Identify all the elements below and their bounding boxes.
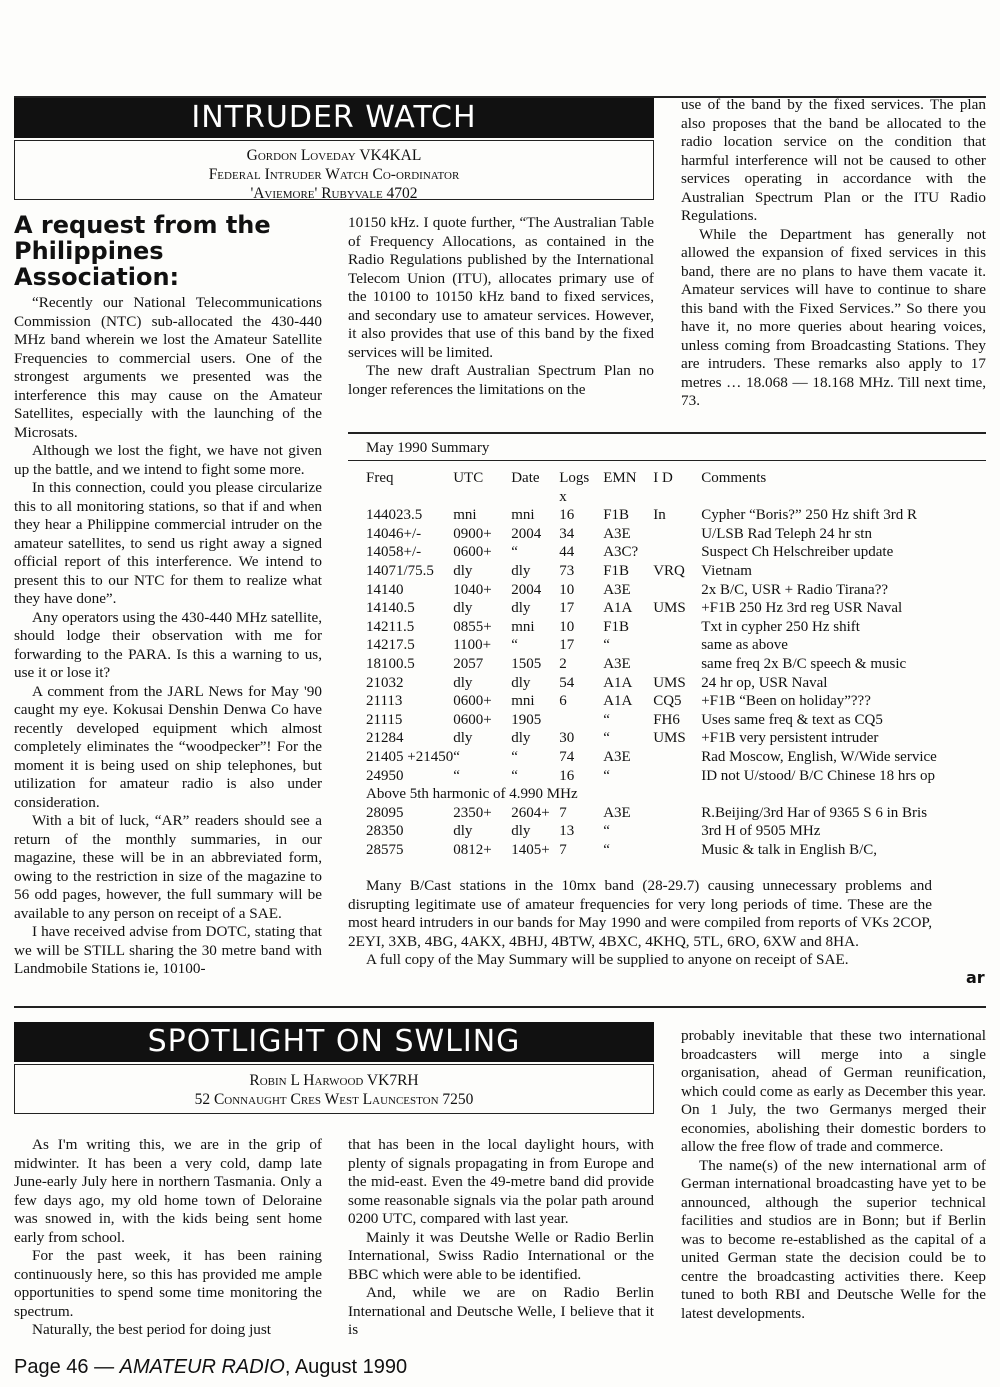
paragraph: Naturally, the best period for doing just bbox=[32, 1321, 272, 1338]
table-cell: “ bbox=[453, 767, 460, 784]
table-cell: “ bbox=[511, 748, 518, 765]
table-cell: F1B bbox=[603, 562, 630, 579]
summary-title: May 1990 Summary bbox=[366, 440, 490, 456]
table-cell: 28095 bbox=[366, 804, 404, 821]
table-cell bbox=[653, 544, 701, 563]
table-cell: 21284 bbox=[366, 730, 404, 747]
swling-banner: SPOTLIGHT ON SWLING bbox=[14, 1022, 654, 1062]
table-row bbox=[366, 526, 937, 545]
table-cell: VRQ bbox=[653, 562, 685, 579]
paragraph: Any operators using the 430-440 MHz satellite, should lodge their observation with me for forwarding to the PARA. Is this a warning to us, use it or lose it? bbox=[14, 608, 322, 681]
table-cell: U/LSB Rad Teleph 24 hr stn bbox=[701, 525, 872, 542]
table-cell: A3E bbox=[603, 804, 631, 821]
table-cell: dly bbox=[453, 562, 473, 579]
logs-x-marker: x bbox=[559, 488, 567, 505]
table-cell bbox=[366, 489, 453, 508]
table-cell: 21115 bbox=[366, 711, 403, 728]
summary-title-rule bbox=[348, 460, 986, 461]
harmonic-note-row bbox=[366, 786, 937, 805]
table-cell: “ bbox=[453, 748, 460, 765]
table-cell: “ bbox=[603, 637, 610, 654]
column-header: Comments bbox=[701, 470, 767, 486]
table-cell: same freq 2x B/C speech & music bbox=[701, 655, 907, 672]
table-cell: 24950 bbox=[366, 767, 404, 784]
table-row bbox=[366, 582, 937, 601]
table-cell bbox=[653, 637, 701, 656]
page-footer bbox=[14, 1356, 407, 1379]
table-cell: dly bbox=[511, 674, 531, 691]
table-cell: A3E bbox=[603, 655, 631, 672]
table-cell: 1040+ bbox=[453, 581, 492, 598]
table-cell: same as above bbox=[701, 637, 788, 654]
table-cell: +F1B very persistent intruder bbox=[701, 730, 879, 747]
table-cell: mni bbox=[511, 507, 535, 524]
table-cell: “ bbox=[511, 767, 518, 784]
intruder-column-3 bbox=[681, 96, 986, 411]
paragraph: For the past week, it has been raining continuously here, so this has provided me ample opportunities to spend some time monitoring the spectrum. bbox=[14, 1247, 322, 1320]
author-name: Robin L Harwood VK7RH bbox=[249, 1072, 419, 1089]
table-cell bbox=[653, 582, 701, 601]
table-row bbox=[366, 768, 937, 787]
table-row bbox=[366, 619, 937, 638]
table-cell: 44 bbox=[559, 544, 575, 561]
paragraph: probably inevitable that these two international broadcasters will merge into a single organisation, ahead of German reunification, which could come as early as December this year. On 1 July, the two Germanys merged their economies, abolishing their domestic borders to allow the free flow of trade and commerce. bbox=[681, 1027, 986, 1155]
intruder-column-2 bbox=[348, 214, 654, 399]
column-header: Logs bbox=[559, 470, 590, 486]
table-cell: 18100.5 bbox=[366, 655, 415, 672]
column-header: Date bbox=[511, 470, 540, 486]
table-cell: Vietnam bbox=[701, 562, 752, 579]
table-row bbox=[366, 842, 937, 861]
table-cell: 2057 bbox=[453, 655, 484, 672]
table-cell: +F1B “Been on holiday”??? bbox=[701, 693, 871, 710]
magazine-name: AMATEUR RADIO bbox=[119, 1356, 285, 1378]
paragraph: “Recently our National Telecommunications Commission (NTC) sub-allocated the 430-440 MHz band wherein we lost the Amateur Satellite Frequencies to commercial users. One of the strongest arguments we presented was the interference this may cause on the Amateur Satellites, especially with the launching of the Microsats. bbox=[14, 294, 322, 441]
table-cell: 34 bbox=[559, 525, 575, 542]
column-header: Freq bbox=[366, 470, 394, 486]
table-cell bbox=[701, 489, 937, 508]
table-cell: mni bbox=[453, 507, 477, 524]
paragraph: 10150 kHz. I quote further, “The Australian Table of Frequency Allocations, as contained in the Radio Regulations published by the International Telecom Union (ITU), allocates primary use of the 10100 to 10150 kHz band to fixed services, and secondary use to amateur services. However, it also provides that use of this band by the fixed services will be limited. bbox=[348, 214, 654, 361]
table-cell: 28575 bbox=[366, 841, 404, 858]
table-cell: 0600+ bbox=[453, 711, 492, 728]
table-cell: 6 bbox=[559, 693, 567, 710]
table-cell: 0600+ bbox=[453, 544, 492, 561]
table-row bbox=[366, 823, 937, 842]
table-cell: 14217.5 bbox=[366, 637, 415, 654]
table-row bbox=[366, 712, 937, 731]
table-cell: 7 bbox=[559, 841, 567, 858]
summary-notes bbox=[348, 877, 932, 970]
table-cell: 73 bbox=[559, 562, 575, 579]
table-header-row bbox=[366, 470, 937, 489]
table-cell: “ bbox=[511, 544, 518, 561]
paragraph: The name(s) of the new international arm of German international broadcasting have yet to be announced, although the superior technical facilities and studios are in Bonn; but if Berlin was to become re-established as the capital of a united German state the decision could be to centre the broadcasting activities there. Keep tuned to both RBI and Deutsche Welle for the latest developments. bbox=[681, 1156, 986, 1322]
table-row bbox=[366, 656, 937, 675]
table-cell: 16 bbox=[559, 507, 575, 524]
table-cell: ID not U/stood/ B/C Chinese 18 hrs op bbox=[701, 767, 935, 784]
table-row bbox=[366, 749, 937, 768]
table-cell: dly bbox=[511, 562, 531, 579]
swling-column-1 bbox=[14, 1136, 322, 1340]
paragraph: I have received advise from DOTC, stating that we will be STILL sharing the 30 metre band with Landmobile Stations ie, 10100- bbox=[14, 923, 322, 977]
table-cell: 2350+ bbox=[453, 804, 492, 821]
table-cell: Music & talk in English B/C, bbox=[701, 841, 878, 858]
table-cell: “ bbox=[603, 823, 610, 840]
table-row bbox=[366, 805, 937, 824]
table-cell: A1A bbox=[603, 600, 633, 617]
table-cell: A3E bbox=[603, 748, 631, 765]
paragraph: With a bit of luck, “AR” readers should see a return of the monthly summaries, in our magazine, these will be in an abbreviated form, owing to the restriction in size of the magazine to 56 odd pages, however, the full summary will be available to any person on receipt of a SAE. bbox=[14, 812, 322, 922]
author-title: Federal Intruder Watch Co-ordinator bbox=[208, 166, 460, 183]
table-cell: Uses same freq & text as CQ5 bbox=[701, 711, 883, 728]
table-cell: Suspect Ch Helschreiber update bbox=[701, 544, 894, 561]
table-row bbox=[366, 730, 937, 749]
table-cell bbox=[603, 489, 653, 508]
end-mark: ar bbox=[966, 968, 985, 987]
section-rule bbox=[14, 1006, 986, 1008]
table-cell bbox=[653, 749, 701, 768]
table-cell: +F1B 250 Hz 3rd reg USR Naval bbox=[701, 600, 903, 617]
table-cell bbox=[653, 805, 701, 824]
table-cell: 3rd H of 9505 MHz bbox=[701, 823, 821, 840]
table-cell: 14058+/- bbox=[366, 544, 422, 561]
table-cell: “ bbox=[603, 711, 610, 728]
table-cell: 7 bbox=[559, 804, 567, 821]
author-address: 'Aviemore' Rubyvale 4702 bbox=[250, 185, 418, 202]
table-cell bbox=[453, 489, 511, 508]
intruder-byline bbox=[14, 140, 654, 200]
table-cell: A1A bbox=[603, 674, 633, 691]
table-cell: 1405+ bbox=[511, 841, 550, 858]
table-cell: Txt in cypher 250 Hz shift bbox=[701, 618, 860, 635]
table-row bbox=[366, 600, 937, 619]
summary-section bbox=[366, 440, 986, 860]
table-cell: dly bbox=[511, 823, 531, 840]
paragraph: As I'm writing this, we are in the grip of midwinter. It has been a very cold, damp late June-early July here in northern Tasmania. Only a few days ago, my old home town of Deloraine was snowed in, with the kids being sent home early from school. bbox=[14, 1136, 322, 1246]
table-cell bbox=[653, 619, 701, 638]
author-address: 52 Connaught Cres West Launceston 7250 bbox=[194, 1091, 474, 1108]
column-header: UTC bbox=[453, 470, 484, 486]
table-cell: 1905 bbox=[511, 711, 542, 728]
table-cell: 10 bbox=[559, 618, 575, 635]
intruder-watch-banner: INTRUDER WATCH bbox=[14, 98, 654, 138]
table-row bbox=[366, 637, 937, 656]
author-name: Gordon Loveday VK4KAL bbox=[246, 147, 422, 164]
table-cell: dly bbox=[511, 730, 531, 747]
table-cell: “ bbox=[603, 841, 610, 858]
summary-top-rule bbox=[348, 432, 986, 434]
paragraph: Mainly it was Deutshe Welle or Radio Berlin International, Swiss Radio International or the BBC which were able to be identified. bbox=[348, 1228, 654, 1283]
swling-column-3 bbox=[681, 1027, 986, 1323]
table-cell: 1505 bbox=[511, 655, 542, 672]
table-cell: A3E bbox=[603, 525, 631, 542]
table-cell: dly bbox=[453, 600, 473, 617]
column-header: I D bbox=[653, 470, 673, 486]
table-cell bbox=[511, 489, 559, 508]
issue-date: , August 1990 bbox=[284, 1356, 408, 1378]
table-cell: 0900+ bbox=[453, 525, 492, 542]
table-cell: dly bbox=[453, 730, 473, 747]
table-cell: 24 hr op, USR Naval bbox=[701, 674, 828, 691]
table-cell: UMS bbox=[653, 730, 686, 747]
table-cell bbox=[653, 656, 701, 675]
table-cell: 1100+ bbox=[453, 637, 492, 654]
summary-note: A full copy of the May Summary will be supplied to anyone on receipt of SAE. bbox=[366, 951, 849, 968]
table-cell: dly bbox=[511, 600, 531, 617]
harmonic-note: Above 5th harmonic of 4.990 MHz bbox=[366, 786, 578, 803]
column-header: EMN bbox=[603, 470, 637, 486]
table-cell: F1B bbox=[603, 507, 630, 524]
table-cell: 13 bbox=[559, 823, 575, 840]
paragraph: A comment from the JARL News for May '90 caught my eye. Kokusai Denshin Denwa Co have recently developed equipment which almost completely eliminates the “woodpecker”! For the moment it is being used on ship telephones, but utilization for amateur radio is also under consideration. bbox=[14, 682, 322, 811]
paragraph: that has been in the local daylight hours, with plenty of signals propagating in from Europe and the mid-east. Even the 49-metre band did provide some reasonable signals via the polar path around 0200 UTC, compared with last year. bbox=[348, 1136, 654, 1227]
paragraph: use of the band by the fixed services. The plan also proposes that the band be allocated to the radio location service on the condition that harmful interference will not be caused to other services operating in accordance with the Australian Spectrum Plan or the ITU Radio Regulations. bbox=[681, 96, 986, 224]
table-cell: 14140 bbox=[366, 581, 404, 598]
paragraph: The new draft Australian Spectrum Plan no longer references the limitations on the bbox=[348, 362, 654, 398]
table-cell: In bbox=[653, 507, 666, 524]
table-cell: Rad Moscow, English, W/Wide service bbox=[701, 748, 937, 765]
table-cell: 14140.5 bbox=[366, 600, 415, 617]
table-cell: CQ5 bbox=[653, 693, 682, 710]
table-cell: 17 bbox=[559, 600, 575, 617]
table-cell: 2004 bbox=[511, 581, 542, 598]
table-cell bbox=[653, 842, 701, 861]
table-cell: 16 bbox=[559, 767, 575, 784]
table-cell: 28350 bbox=[366, 823, 404, 840]
paragraph: And, while we are on Radio Berlin International and Deutsche Welle, I believe that it is bbox=[348, 1284, 654, 1338]
table-cell: UMS bbox=[653, 674, 686, 691]
table-cell: 0855+ bbox=[453, 618, 492, 635]
page-number: Page 46 — bbox=[14, 1356, 120, 1378]
intruder-column-1 bbox=[14, 212, 322, 979]
table-row bbox=[366, 507, 937, 526]
paragraph: While the Department has generally not allowed the expansion of fixed services in this band, there are no plans to have them vacate it. Amateur services will have to continue to share this band with the Fixed Services.” So there you have it, no more queries about hearing voices, unless coming from Broadcasting Stations. They are intruders. These remarks also apply to 17 metres … 18.068 — 18.168 MHz. Till next time, 73. bbox=[681, 225, 986, 409]
table-cell: “ bbox=[511, 637, 518, 654]
table-cell: 17 bbox=[559, 637, 575, 654]
table-row bbox=[366, 675, 937, 694]
table-cell: Cypher “Boris?” 250 Hz shift 3rd R bbox=[701, 507, 918, 524]
table-cell bbox=[653, 489, 701, 508]
table-cell: mni bbox=[511, 693, 535, 710]
table-cell: FH6 bbox=[653, 711, 680, 728]
swling-byline bbox=[14, 1064, 654, 1114]
table-header-row bbox=[366, 489, 937, 508]
table-cell: 2004 bbox=[511, 525, 542, 542]
table-cell: 54 bbox=[559, 674, 575, 691]
article-heading: A request from the Philippines Association: bbox=[14, 211, 271, 291]
summary-note: Many B/Cast stations in the 10mx band (28-29.7) causing unnecessary problems and disrupting legitimate use of amateur frequencies for very long periods of time. These are the most heard intruders in our bands for May 1990 and were compiled from reports of VKs 2COP, 2EYI, 3XB, 4BG, 4AKX, 4BHJ, 4BTW, 4BXC, 4KHQ, 5TL, 6RO, 6XW and 8HA. bbox=[348, 877, 932, 950]
table-cell: 10 bbox=[559, 581, 575, 598]
table-cell: “ bbox=[603, 767, 610, 784]
table-row bbox=[366, 563, 937, 582]
table-cell: 14046+/- bbox=[366, 525, 422, 542]
table-cell: 30 bbox=[559, 730, 575, 747]
table-row bbox=[366, 693, 937, 712]
table-cell: mni bbox=[511, 618, 535, 635]
paragraph: Although we lost the fight, we have not given up the battle, and we intend to fight some more. bbox=[14, 442, 322, 478]
table-cell bbox=[653, 526, 701, 545]
table-cell bbox=[559, 712, 603, 731]
table-cell: “ bbox=[603, 730, 610, 747]
table-cell: 2 bbox=[559, 655, 567, 672]
table-cell: dly bbox=[453, 823, 473, 840]
table-cell: 21113 bbox=[366, 693, 403, 710]
table-cell: 2x B/C, USR + Radio Tirana?? bbox=[701, 581, 889, 598]
table-cell: A3E bbox=[603, 581, 631, 598]
table-cell: 14071/75.5 bbox=[366, 562, 434, 579]
table-cell: dly bbox=[453, 674, 473, 691]
table-cell: 2604+ bbox=[511, 804, 550, 821]
table-cell: UMS bbox=[653, 600, 686, 617]
table-cell: 144023.5 bbox=[366, 507, 423, 524]
table-cell: F1B bbox=[603, 618, 630, 635]
table-cell bbox=[653, 823, 701, 842]
table-cell: 21405 +21450 bbox=[366, 748, 454, 765]
table-cell: A1A bbox=[603, 693, 633, 710]
table-cell bbox=[653, 768, 701, 787]
table-cell: 74 bbox=[559, 748, 575, 765]
table-cell: 14211.5 bbox=[366, 618, 415, 635]
table-cell: A3C? bbox=[603, 544, 639, 561]
swling-column-2 bbox=[348, 1136, 654, 1340]
table-cell: R.Beijing/3rd Har of 9365 S 6 in Bris bbox=[701, 804, 928, 821]
table-row bbox=[366, 544, 937, 563]
table-cell: 0600+ bbox=[453, 693, 492, 710]
table-cell: 21032 bbox=[366, 674, 404, 691]
table-cell: 0812+ bbox=[453, 841, 492, 858]
summary-table bbox=[366, 470, 937, 860]
paragraph: In this connection, could you please circularize this to all monitoring stations, so that if and when they hear a Philippine commercial intruder on the amateur satellites, to send us right away a signed official report of this interference. We intend to present this to our NTC for them to realize what they have done”. bbox=[14, 479, 322, 607]
